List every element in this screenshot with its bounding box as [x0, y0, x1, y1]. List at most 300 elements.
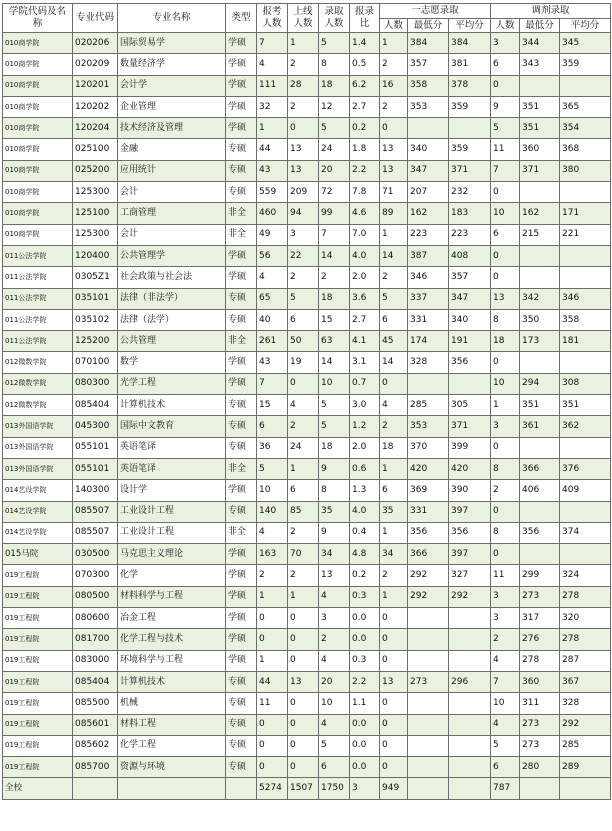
- cell-applicants: 4: [257, 267, 288, 288]
- cell-adjusted-min: 360: [520, 139, 560, 160]
- cell-first-min: [408, 735, 449, 756]
- cell-first-avg: 381: [449, 54, 491, 75]
- cell-applicants: 140: [257, 501, 288, 522]
- table-header: [3, 4, 611, 33]
- cell-adjusted-count: 0: [491, 501, 520, 522]
- cell-major-code: 030500: [73, 544, 118, 565]
- cell-adjusted-avg: 409: [560, 480, 611, 501]
- cell-type: 专硕: [226, 693, 257, 714]
- cell-adjusted-avg: [560, 245, 611, 266]
- cell-school: 012微数学院: [3, 395, 73, 416]
- cell-first-min: 337: [408, 288, 449, 309]
- table-row: [3, 501, 611, 522]
- cell-applicants: 43: [257, 160, 288, 181]
- cell-qualified: 70: [288, 544, 319, 565]
- cell-type: 专硕: [226, 395, 257, 416]
- cell-qualified: 2: [288, 416, 319, 437]
- cell-applicants: 1: [257, 650, 288, 671]
- cell-school: 019工程院: [3, 608, 73, 629]
- table-row: [3, 757, 611, 778]
- cell-admitted: 4: [319, 586, 350, 607]
- cell-first-min: 285: [408, 395, 449, 416]
- table-row: [3, 33, 611, 54]
- cell-type: 学硕: [226, 96, 257, 117]
- cell-adjusted-count: 0: [491, 182, 520, 203]
- cell-admitted: 13: [319, 565, 350, 586]
- cell-adjusted-count: 10: [491, 203, 520, 224]
- cell-admitted: 10: [319, 373, 350, 394]
- cell-major-name: 英语笔译: [118, 458, 226, 479]
- cell-type: 学硕: [226, 480, 257, 501]
- cell-qualified: 2: [288, 267, 319, 288]
- cell-type: 学硕: [226, 33, 257, 54]
- cell-first-min: 420: [408, 458, 449, 479]
- cell-adjusted-min: 360: [520, 671, 560, 692]
- cell-type: 学硕: [226, 245, 257, 266]
- cell-adjusted-avg: 287: [560, 650, 611, 671]
- cell-first-min: 328: [408, 352, 449, 373]
- cell-adjusted-count: 2: [491, 629, 520, 650]
- cell-first-avg: 408: [449, 245, 491, 266]
- cell-adjusted-count: 10: [491, 693, 520, 714]
- cell-first-min: 346: [408, 267, 449, 288]
- cell-school: 011公法学院: [3, 309, 73, 330]
- cell-major-code: 025200: [73, 160, 118, 181]
- cell-adjusted-count: 6: [491, 757, 520, 778]
- table-row: [3, 352, 611, 373]
- cell-major-name: 应用统计: [118, 160, 226, 181]
- cell-school: 011公法学院: [3, 245, 73, 266]
- cell-type: 专硕: [226, 437, 257, 458]
- cell-first-avg: 384: [449, 33, 491, 54]
- cell-adjusted-avg: 365: [560, 96, 611, 117]
- table-body: [3, 33, 611, 800]
- cell-admitted: 72: [319, 182, 350, 203]
- cell-major-code: 085500: [73, 693, 118, 714]
- cell-qualified: 4: [288, 395, 319, 416]
- cell-ratio: 4.6: [350, 203, 380, 224]
- cell-major-name: 计算机技术: [118, 395, 226, 416]
- cell-adjusted-min: 273: [520, 735, 560, 756]
- cell-adjusted-min: [520, 245, 560, 266]
- cell-first-avg: 359: [449, 96, 491, 117]
- cell-major-code: 055101: [73, 437, 118, 458]
- cell-adjusted-min: 215: [520, 224, 560, 245]
- cell-first-count: 4: [380, 395, 408, 416]
- cell-applicants: 44: [257, 671, 288, 692]
- cell-school: 012微数学院: [3, 373, 73, 394]
- cell-first-count: 6: [380, 480, 408, 501]
- cell-ratio: 1.2: [350, 416, 380, 437]
- cell-applicants: 5274: [257, 778, 288, 799]
- cell-first-avg: 347: [449, 288, 491, 309]
- cell-qualified: 13: [288, 671, 319, 692]
- cell-ratio: 3.6: [350, 288, 380, 309]
- cell-major-code: 0305Z1: [73, 267, 118, 288]
- header-school-code: 学院代码及名称: [3, 4, 73, 33]
- cell-qualified: 209: [288, 182, 319, 203]
- cell-school: 019工程院: [3, 671, 73, 692]
- cell-qualified: 85: [288, 501, 319, 522]
- cell-first-count: 16: [380, 75, 408, 96]
- cell-ratio: 0.2: [350, 565, 380, 586]
- cell-admitted: 4: [319, 650, 350, 671]
- cell-school: 010商学院: [3, 75, 73, 96]
- cell-school: 010商学院: [3, 96, 73, 117]
- cell-type: 专硕: [226, 735, 257, 756]
- cell-adjusted-count: 10: [491, 373, 520, 394]
- cell-qualified: 1: [288, 586, 319, 607]
- cell-major-code: 125300: [73, 182, 118, 203]
- cell-applicants: 261: [257, 331, 288, 352]
- cell-first-count: 0: [380, 608, 408, 629]
- cell-type: 非全: [226, 203, 257, 224]
- cell-adjusted-avg: [560, 75, 611, 96]
- cell-adjusted-avg: 367: [560, 671, 611, 692]
- cell-adjusted-min: 366: [520, 458, 560, 479]
- cell-first-avg: 292: [449, 586, 491, 607]
- cell-adjusted-count: 6: [491, 224, 520, 245]
- cell-school: 010商学院: [3, 160, 73, 181]
- cell-first-min: 356: [408, 522, 449, 543]
- cell-first-avg: 191: [449, 331, 491, 352]
- cell-first-avg: [449, 757, 491, 778]
- cell-admitted: 5: [319, 735, 350, 756]
- cell-school: 013外国语学院: [3, 458, 73, 479]
- cell-adjusted-avg: 292: [560, 714, 611, 735]
- cell-major-code: 085507: [73, 522, 118, 543]
- cell-adjusted-avg: 368: [560, 139, 611, 160]
- cell-ratio: 2.0: [350, 267, 380, 288]
- cell-major-code: 140300: [73, 480, 118, 501]
- cell-major-code: 020206: [73, 33, 118, 54]
- cell-adjusted-min: 294: [520, 373, 560, 394]
- cell-qualified: 0: [288, 608, 319, 629]
- cell-qualified: 13: [288, 160, 319, 181]
- cell-adjusted-avg: [560, 267, 611, 288]
- cell-major-name: 工业设计工程: [118, 501, 226, 522]
- cell-qualified: 0: [288, 757, 319, 778]
- cell-first-count: 1: [380, 458, 408, 479]
- cell-first-avg: 232: [449, 182, 491, 203]
- cell-major-code: 055101: [73, 458, 118, 479]
- cell-adjusted-avg: 320: [560, 608, 611, 629]
- cell-type: 学硕: [226, 54, 257, 75]
- cell-adjusted-min: 351: [520, 395, 560, 416]
- cell-first-avg: [449, 778, 491, 799]
- cell-first-count: 0: [380, 735, 408, 756]
- cell-adjusted-count: 8: [491, 522, 520, 543]
- cell-school: 014艺设学院: [3, 480, 73, 501]
- cell-ratio: 1.3: [350, 480, 380, 501]
- cell-admitted: 1750: [319, 778, 350, 799]
- cell-applicants: 6: [257, 416, 288, 437]
- cell-school: 019工程院: [3, 757, 73, 778]
- cell-first-count: 13: [380, 160, 408, 181]
- cell-qualified: 2: [288, 54, 319, 75]
- cell-adjusted-min: 350: [520, 309, 560, 330]
- cell-major-code: 125200: [73, 331, 118, 352]
- cell-major-name: 化学: [118, 565, 226, 586]
- cell-first-avg: 356: [449, 352, 491, 373]
- cell-major-name: 企业管理: [118, 96, 226, 117]
- cell-adjusted-avg: 362: [560, 416, 611, 437]
- cell-school: 010商学院: [3, 33, 73, 54]
- cell-adjusted-min: 273: [520, 586, 560, 607]
- cell-first-min: [408, 629, 449, 650]
- cell-applicants: 5: [257, 458, 288, 479]
- cell-ratio: 4.0: [350, 245, 380, 266]
- cell-adjusted-avg: [560, 778, 611, 799]
- cell-type: 非全: [226, 224, 257, 245]
- cell-admitted: 3: [319, 608, 350, 629]
- cell-first-avg: [449, 693, 491, 714]
- cell-first-min: 384: [408, 33, 449, 54]
- cell-type: 学硕: [226, 565, 257, 586]
- cell-adjusted-count: 0: [491, 267, 520, 288]
- cell-school: 010商学院: [3, 54, 73, 75]
- cell-adjusted-avg: 328: [560, 693, 611, 714]
- admission-table-container: [2, 3, 610, 800]
- table-row: [3, 458, 611, 479]
- cell-admitted: 4: [319, 714, 350, 735]
- cell-ratio: 3.1: [350, 352, 380, 373]
- cell-school: 011公法学院: [3, 288, 73, 309]
- cell-adjusted-count: 2: [491, 480, 520, 501]
- cell-type: 专硕: [226, 757, 257, 778]
- header-adjusted-avg: 平均分: [560, 19, 611, 33]
- cell-admitted: 2: [319, 267, 350, 288]
- cell-admitted: 12: [319, 96, 350, 117]
- cell-first-count: 1: [380, 33, 408, 54]
- cell-type: 专硕: [226, 288, 257, 309]
- cell-major-code: 120204: [73, 118, 118, 139]
- cell-qualified: 2: [288, 565, 319, 586]
- table-row: [3, 224, 611, 245]
- cell-school: 010商学院: [3, 203, 73, 224]
- cell-type: 学硕: [226, 267, 257, 288]
- cell-admitted: 18: [319, 288, 350, 309]
- cell-admitted: 63: [319, 331, 350, 352]
- cell-first-min: 370: [408, 437, 449, 458]
- cell-first-count: 35: [380, 501, 408, 522]
- table-row: [3, 54, 611, 75]
- cell-major-code: 070100: [73, 352, 118, 373]
- cell-type: 学硕: [226, 118, 257, 139]
- cell-admitted: 5: [319, 118, 350, 139]
- cell-first-avg: 327: [449, 565, 491, 586]
- cell-ratio: 0.4: [350, 522, 380, 543]
- cell-major-code: 045300: [73, 416, 118, 437]
- cell-ratio: 1.1: [350, 693, 380, 714]
- cell-first-count: 6: [380, 309, 408, 330]
- cell-major-code: [73, 778, 118, 799]
- cell-applicants: 460: [257, 203, 288, 224]
- cell-adjusted-count: 0: [491, 75, 520, 96]
- cell-admitted: 18: [319, 437, 350, 458]
- header-first-avg: 平均分: [449, 19, 491, 33]
- cell-qualified: 22: [288, 245, 319, 266]
- cell-major-code: 085601: [73, 714, 118, 735]
- cell-applicants: 1: [257, 586, 288, 607]
- cell-adjusted-min: [520, 778, 560, 799]
- cell-type: 学硕: [226, 352, 257, 373]
- cell-first-avg: [449, 118, 491, 139]
- cell-applicants: 36: [257, 437, 288, 458]
- cell-adjusted-min: 276: [520, 629, 560, 650]
- cell-first-avg: [449, 735, 491, 756]
- cell-type: 专硕: [226, 714, 257, 735]
- table-row: [3, 480, 611, 501]
- cell-first-min: 353: [408, 96, 449, 117]
- cell-first-count: 1: [380, 586, 408, 607]
- cell-qualified: 13: [288, 139, 319, 160]
- cell-admitted: 8: [319, 54, 350, 75]
- table-row: [3, 288, 611, 309]
- cell-type: 非全: [226, 331, 257, 352]
- cell-school: 010商学院: [3, 224, 73, 245]
- table-row: [3, 437, 611, 458]
- cell-admitted: 8: [319, 480, 350, 501]
- cell-first-min: 340: [408, 139, 449, 160]
- cell-admitted: 24: [319, 139, 350, 160]
- cell-adjusted-count: 3: [491, 586, 520, 607]
- cell-first-count: 14: [380, 245, 408, 266]
- cell-first-avg: 378: [449, 75, 491, 96]
- cell-first-avg: 296: [449, 671, 491, 692]
- cell-first-avg: 357: [449, 267, 491, 288]
- cell-first-min: 292: [408, 586, 449, 607]
- cell-admitted: 5: [319, 416, 350, 437]
- cell-ratio: 0.2: [350, 118, 380, 139]
- cell-adjusted-min: [520, 352, 560, 373]
- cell-major-code: 085700: [73, 757, 118, 778]
- table-row: [3, 267, 611, 288]
- cell-school: 010商学院: [3, 139, 73, 160]
- cell-qualified: 0: [288, 118, 319, 139]
- cell-first-avg: 371: [449, 416, 491, 437]
- cell-major-name: 数量经济学: [118, 54, 226, 75]
- cell-qualified: 50: [288, 331, 319, 352]
- cell-ratio: 2.7: [350, 309, 380, 330]
- cell-applicants: 11: [257, 693, 288, 714]
- cell-major-name: 化学工程: [118, 735, 226, 756]
- cell-admitted: 6: [319, 757, 350, 778]
- cell-adjusted-min: 280: [520, 757, 560, 778]
- cell-admitted: 9: [319, 522, 350, 543]
- cell-adjusted-min: 371: [520, 160, 560, 181]
- cell-first-min: [408, 693, 449, 714]
- table-row: [3, 650, 611, 671]
- cell-first-count: 0: [380, 693, 408, 714]
- cell-major-name: 会计: [118, 182, 226, 203]
- cell-major-code: 085404: [73, 671, 118, 692]
- cell-adjusted-min: [520, 501, 560, 522]
- cell-school: 010商学院: [3, 118, 73, 139]
- cell-major-name: 金融: [118, 139, 226, 160]
- cell-first-min: 331: [408, 501, 449, 522]
- cell-major-code: 080300: [73, 373, 118, 394]
- cell-first-avg: 356: [449, 522, 491, 543]
- cell-major-name: 会计学: [118, 75, 226, 96]
- cell-adjusted-count: 5: [491, 735, 520, 756]
- cell-school: 012微数学院: [3, 352, 73, 373]
- cell-qualified: 6: [288, 480, 319, 501]
- cell-adjusted-count: 0: [491, 437, 520, 458]
- header-adjusted-count: 人数: [491, 19, 520, 33]
- cell-first-count: 2: [380, 565, 408, 586]
- cell-major-name: 公共管理: [118, 331, 226, 352]
- cell-ratio: 1.8: [350, 139, 380, 160]
- cell-adjusted-count: 13: [491, 288, 520, 309]
- cell-major-name: 材料科学与工程: [118, 586, 226, 607]
- cell-type: 学硕: [226, 586, 257, 607]
- cell-ratio: 4.8: [350, 544, 380, 565]
- cell-first-avg: 397: [449, 501, 491, 522]
- cell-first-min: 273: [408, 671, 449, 692]
- cell-adjusted-avg: 324: [560, 565, 611, 586]
- cell-qualified: 5: [288, 288, 319, 309]
- cell-first-min: [408, 608, 449, 629]
- cell-major-name: [118, 778, 226, 799]
- cell-adjusted-min: 311: [520, 693, 560, 714]
- cell-applicants: 7: [257, 33, 288, 54]
- cell-school: 全校: [3, 778, 73, 799]
- cell-first-min: 331: [408, 309, 449, 330]
- cell-adjusted-min: 343: [520, 54, 560, 75]
- cell-first-min: 387: [408, 245, 449, 266]
- cell-type: 学硕: [226, 629, 257, 650]
- cell-adjusted-count: 4: [491, 650, 520, 671]
- cell-applicants: 0: [257, 735, 288, 756]
- cell-ratio: 2.2: [350, 160, 380, 181]
- header-major-name: 专业名称: [118, 4, 226, 33]
- cell-type: 非全: [226, 522, 257, 543]
- cell-school: 019工程院: [3, 650, 73, 671]
- table-row: [3, 522, 611, 543]
- cell-first-avg: 399: [449, 437, 491, 458]
- cell-first-min: 369: [408, 480, 449, 501]
- cell-ratio: 2.0: [350, 437, 380, 458]
- cell-adjusted-count: 0: [491, 352, 520, 373]
- cell-ratio: 0.7: [350, 373, 380, 394]
- cell-first-min: 207: [408, 182, 449, 203]
- cell-first-count: 2: [380, 96, 408, 117]
- cell-first-count: 2: [380, 267, 408, 288]
- table-row: [3, 629, 611, 650]
- cell-major-name: 数学: [118, 352, 226, 373]
- cell-first-avg: [449, 714, 491, 735]
- cell-ratio: 0.3: [350, 650, 380, 671]
- cell-first-avg: 340: [449, 309, 491, 330]
- table-total-row: [3, 778, 611, 799]
- cell-ratio: 4.0: [350, 501, 380, 522]
- cell-adjusted-avg: 181: [560, 331, 611, 352]
- cell-adjusted-count: 7: [491, 671, 520, 692]
- cell-first-count: 18: [380, 437, 408, 458]
- cell-admitted: 20: [319, 671, 350, 692]
- cell-adjusted-avg: [560, 437, 611, 458]
- cell-first-count: 34: [380, 544, 408, 565]
- cell-admitted: 34: [319, 544, 350, 565]
- cell-major-name: 公共管理学: [118, 245, 226, 266]
- header-adjusted-min: 最低分: [520, 19, 560, 33]
- cell-applicants: 32: [257, 96, 288, 117]
- header-admitted: 录取人数: [319, 4, 350, 33]
- cell-ratio: 6.2: [350, 75, 380, 96]
- cell-admitted: 2: [319, 629, 350, 650]
- cell-admitted: 5: [319, 395, 350, 416]
